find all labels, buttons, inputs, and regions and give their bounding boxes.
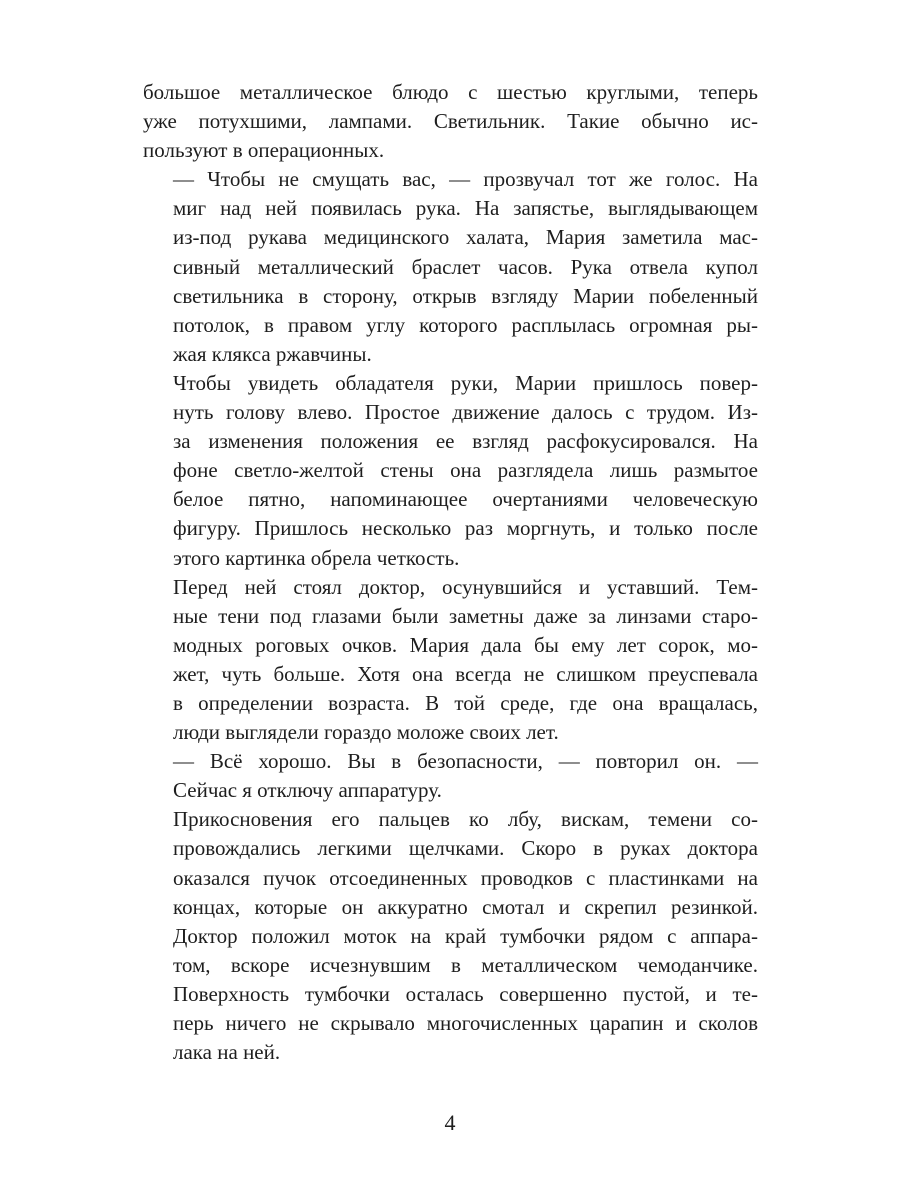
text-line: светильника в сторону, открыв взгляду Марии побеленный	[173, 283, 758, 308]
text-line: ные тени под глазами были заметны даже за линзами старо-	[173, 603, 758, 628]
text-line: уже потухшими, лампами. Светильник. Такие обычно ис-	[143, 109, 758, 134]
text-line: пользуют в операционных.	[143, 138, 385, 163]
text-line: в определении возраста. В той среде, где она вращалась,	[173, 690, 758, 715]
text-line: концах, которые он аккуратно смотал и скрепил резинкой.	[173, 894, 758, 919]
text-line: оказался пучок отсоединенных проводков с пластинками на	[173, 865, 758, 890]
paragraph	[143, 78, 758, 165]
text-line: лака на ней.	[173, 1040, 281, 1065]
text-line: модных роговых очков. Мария дала бы ему лет сорок, мо-	[173, 632, 758, 657]
paragraph	[143, 369, 758, 573]
text-line: — Всё хорошо. Вы в безопасности, — повторил он. —	[173, 749, 758, 774]
text-line: сивный металлический браслет часов. Рука отвела купол	[173, 254, 758, 279]
text-line: за изменения положения ее взгляд расфокусировался. На	[173, 429, 758, 454]
text-line: большое металлическое блюдо с шестью круглыми, теперь	[143, 80, 758, 104]
text-line: провождались легкими щелчками. Скоро в руках доктора	[173, 836, 758, 861]
text-line: Прикосновения его пальцев ко лбу, вискам, темени со-	[173, 807, 758, 832]
paragraph	[143, 573, 758, 748]
text-line: потолок, в правом углу которого расплылась огромная ры-	[173, 312, 758, 337]
text-line: белое пятно, напоминающее очертаниями человеческую	[173, 487, 758, 512]
text-line: жет, чуть больше. Хотя она всегда не слишком преуспевала	[173, 661, 758, 686]
text-line: том, вскоре исчезнувшим в металлическом чемоданчике.	[173, 952, 758, 977]
text-line: этого картинка обрела четкость.	[173, 545, 460, 570]
text-line: фигуру. Пришлось несколько раз моргнуть, и только после	[173, 516, 758, 541]
body-text	[143, 78, 758, 1067]
text-line: Перед ней стоял доктор, осунувшийся и уставший. Тем-	[173, 574, 758, 599]
text-line: перь ничего не скрывало многочисленных царапин и сколов	[173, 1011, 758, 1035]
text-line: миг над ней появилась рука. На запястье, выглядывающем	[173, 196, 758, 221]
text-line: Сейчас я отключу аппаратуру.	[173, 778, 442, 803]
text-line: люди выглядели гораздо моложе своих лет.	[173, 720, 559, 745]
paragraph	[143, 805, 758, 1067]
text-line: — Чтобы не смущать вас, — прозвучал тот же голос. На	[173, 167, 758, 192]
paragraph	[143, 747, 758, 805]
text-line: фоне светло-желтой стены она разглядела лишь размытое	[173, 458, 758, 483]
text-line: жая клякса ржавчины.	[173, 341, 372, 366]
text-line: Поверхность тумбочки осталась совершенно пустой, и те-	[173, 981, 758, 1006]
text-line: Чтобы увидеть обладателя руки, Марии пришлось повер-	[173, 370, 758, 395]
text-line: нуть голову влево. Простое движение далось с трудом. Из-	[173, 400, 758, 425]
text-line: из-под рукава медицинского халата, Мария заметила мас-	[173, 225, 758, 250]
page-number: 4	[444, 1110, 456, 1135]
text-line: Доктор положил моток на край тумбочки рядом с аппара-	[173, 923, 758, 948]
paragraph	[143, 165, 758, 369]
